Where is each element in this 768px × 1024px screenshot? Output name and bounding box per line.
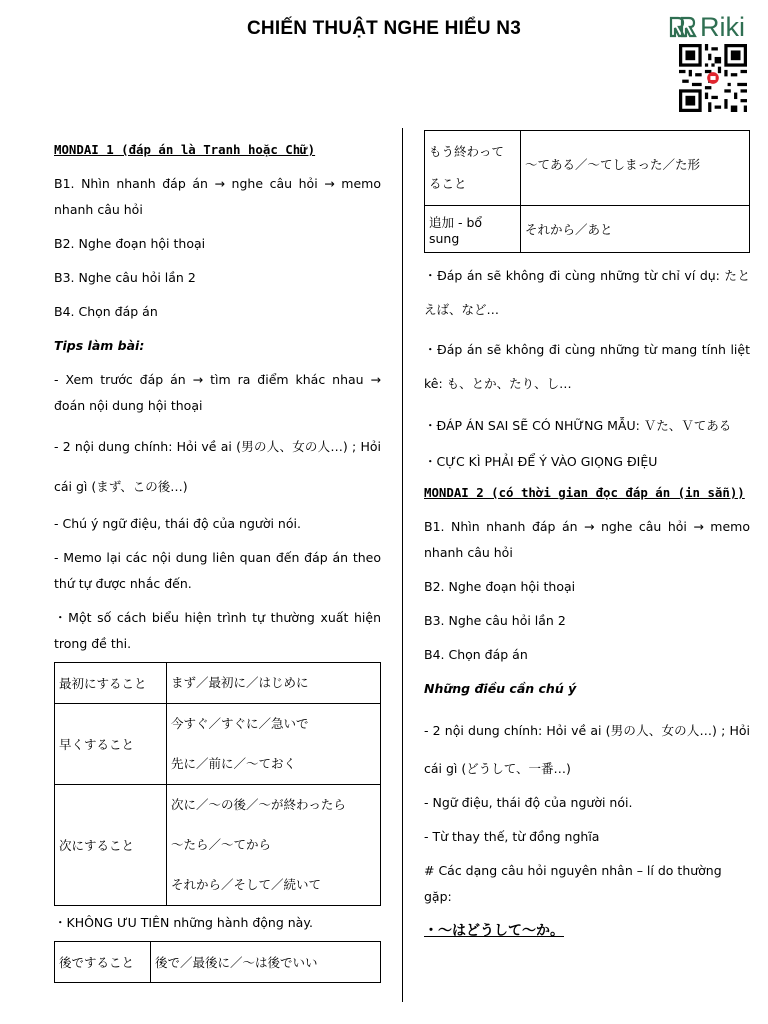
column-divider	[402, 128, 403, 1002]
addition-expressions: それから／あと	[521, 206, 750, 253]
riki-logo-icon	[669, 16, 697, 38]
order-term: 最初にすること	[55, 663, 167, 704]
tip-2: - 2 nội dung chính: Hỏi về ai (男の人、女の人…) ; Hỏi cái gì (まず、この後…)	[54, 439, 381, 494]
note-wrong-patterns: ・ĐÁP ÁN SAI SẼ CÓ NHỮNG MẪU: Ｖた、Ｖてある	[424, 418, 732, 433]
step-3: B3. Nghe câu hỏi lần 2	[54, 270, 196, 285]
step-2: B2. Nghe đoạn hội thoại	[54, 236, 206, 251]
riki-logo	[669, 12, 745, 42]
order-expressions	[167, 704, 381, 785]
mondai2-heading: MONDAI 2 (có thời gian đọc đáp án (in sẵn))	[424, 485, 745, 500]
attention-1: - 2 nội dung chính: Hỏi về ai (男の人、女の人…) ; Hỏi cái gì (どうして、一番…)	[424, 723, 750, 776]
table-row	[55, 663, 381, 704]
attention-2: - Ngữ điệu, thái độ của người nói.	[424, 795, 633, 810]
step-2: B2. Nghe đoạn hội thoại	[424, 579, 576, 594]
expression-line: 〜たら／〜てから	[171, 837, 272, 852]
order-term: 早くすること	[55, 704, 167, 785]
table-row	[425, 131, 750, 206]
expression-line: それから／そして／続いて	[171, 877, 322, 892]
later-term: 後ですること	[55, 942, 151, 983]
order-table	[54, 662, 381, 906]
order-expressions	[167, 785, 381, 906]
expression-line: まず／最初に／はじめに	[171, 675, 309, 690]
addition-term: 追加 - bổ sung	[425, 206, 521, 253]
note-listing: ・Đáp án sẽ không đi cùng những từ mang tính liệt kê: も、とか、たり、し…	[424, 342, 750, 391]
expression-line: 今すぐ／すぐに／急いで	[171, 716, 309, 731]
right-column	[424, 130, 750, 944]
attention-3: - Từ thay thế, từ đồng nghĩa	[424, 829, 600, 844]
step-4: B4. Chọn đáp án	[424, 647, 528, 662]
tip-5: ・Một số cách biểu hiện trình tự thường xuất hiện trong đề thi.	[54, 610, 381, 651]
later-expressions: 後で／最後に／〜は後でいい	[151, 942, 381, 983]
note-intonation: ・CỰC KÌ PHẢI ĐỂ Ý VÀO GIỌNG ĐIỆU	[424, 454, 658, 469]
order-expressions	[167, 663, 381, 704]
step-4: B4. Chọn đáp án	[54, 304, 158, 319]
attention-heading: Những điều cần chú ý	[424, 681, 577, 696]
table-row	[425, 206, 750, 253]
tip-3: - Chú ý ngữ điệu, thái độ của người nói.	[54, 516, 301, 531]
note-examples: ・Đáp án sẽ không đi cùng những từ chỉ ví dụ: たとえば、など…	[424, 268, 750, 317]
step-1: B1. Nhìn nhanh đáp án → nghe câu hỏi → memo nhanh câu hỏi	[424, 519, 750, 560]
qr-code-icon	[679, 44, 747, 112]
completion-term	[425, 131, 521, 206]
no-priority-note: ・KHÔNG ƯU TIÊN những hành động này.	[54, 915, 313, 930]
reason-question-pattern: ・〜はどうして〜か。	[424, 923, 564, 939]
expression-line: 次に／〜の後／〜が終わったら	[171, 797, 346, 812]
table-row	[55, 785, 381, 906]
attention-4: # Các dạng câu hỏi nguyên nhân – lí do thường gặp:	[424, 863, 722, 904]
table-row	[55, 942, 381, 983]
mondai1-heading: MONDAI 1 (đáp án là Tranh hoặc Chữ)	[54, 142, 316, 157]
step-3: B3. Nghe câu hỏi lần 2	[424, 613, 566, 628]
completion-term-text: もう終わってること	[429, 144, 504, 191]
tip-1: - Xem trước đáp án → tìm ra điểm khác nhau → đoán nội dung hội thoại	[54, 372, 381, 413]
page-title: CHIẾN THUẬT NGHE HIỂU N3	[247, 18, 521, 39]
table-row	[55, 704, 381, 785]
completion-expressions: 〜てある／〜てしまった／た形	[521, 131, 750, 206]
step-1: B1. Nhìn nhanh đáp án → nghe câu hỏi → memo nhanh câu hỏi	[54, 176, 381, 217]
tip-4: - Memo lại các nội dung liên quan đến đáp án theo thứ tự được nhắc đến.	[54, 550, 381, 591]
tips-heading: Tips làm bài:	[54, 338, 145, 353]
left-column	[54, 137, 381, 983]
order-term: 次にすること	[55, 785, 167, 906]
completion-table	[424, 130, 750, 253]
later-table	[54, 941, 381, 983]
logo-text: Riki	[700, 12, 745, 42]
expression-line: 先に／前に／〜ておく	[171, 756, 297, 771]
